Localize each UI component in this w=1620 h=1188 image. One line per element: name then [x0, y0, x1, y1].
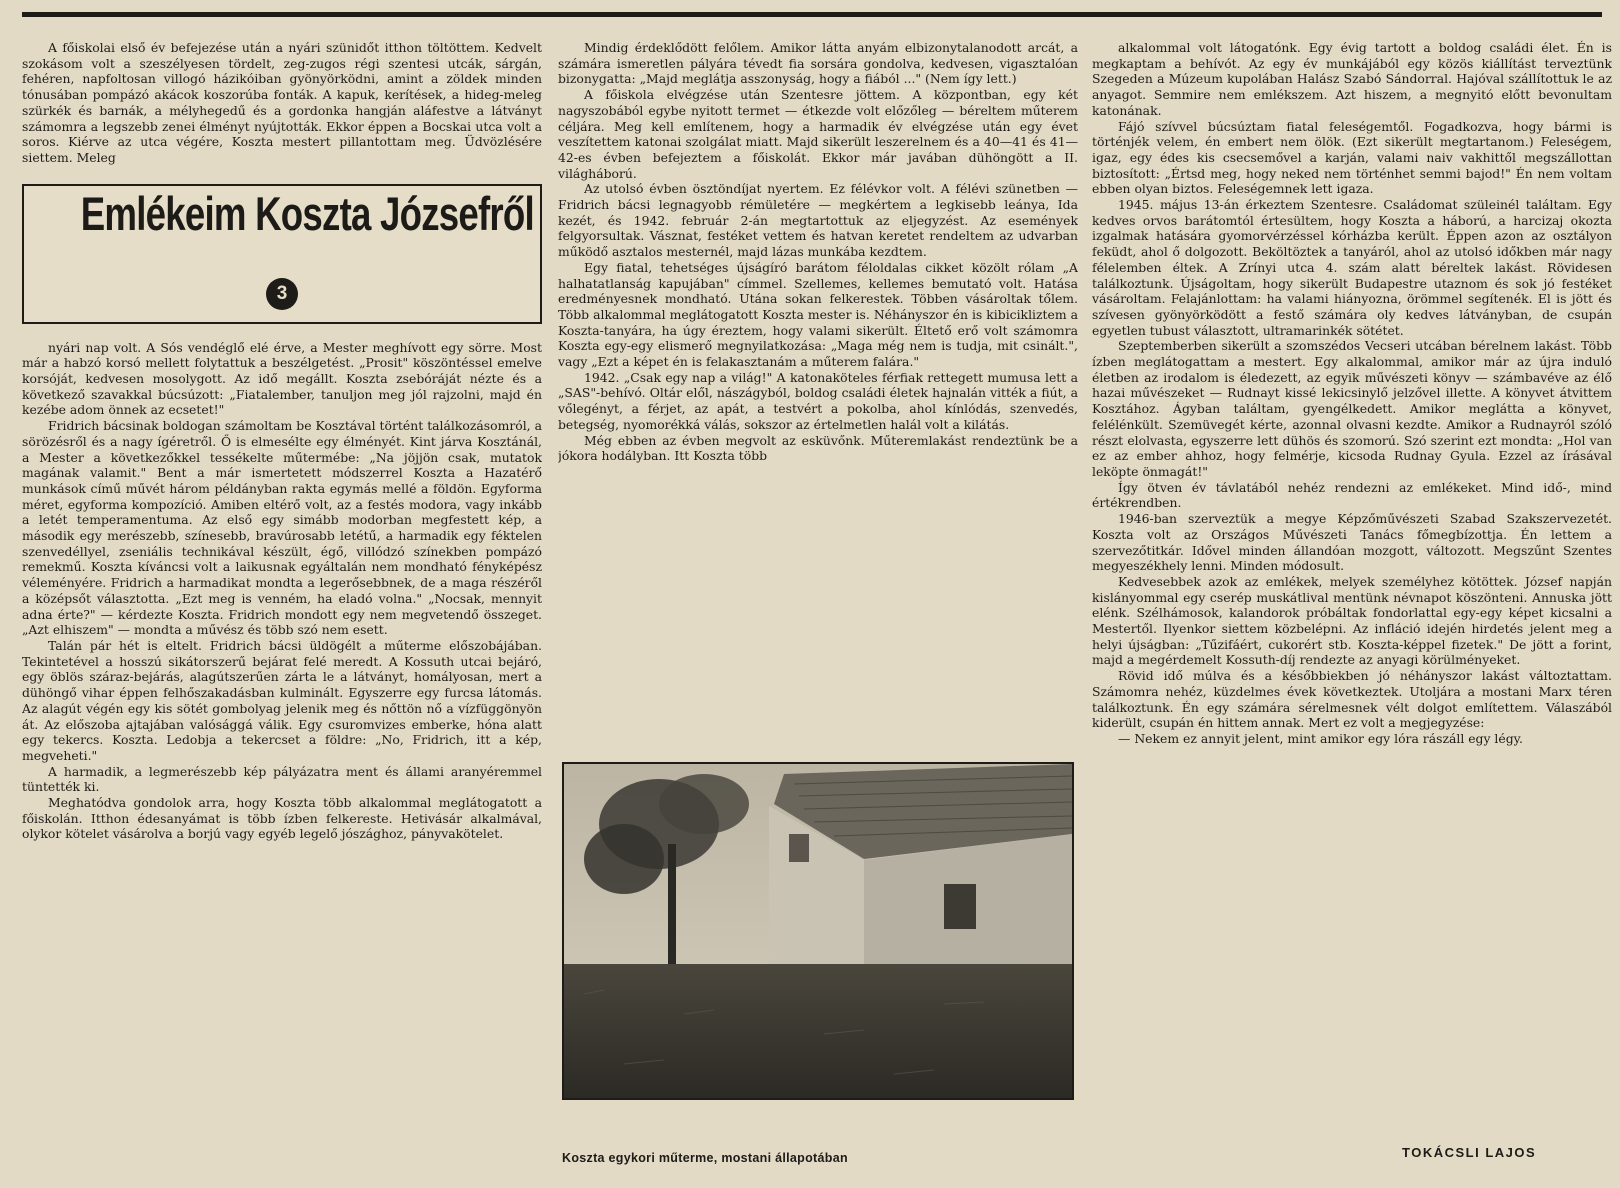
- paragraph: Az utolsó évben ösztöndíjat nyertem. Ez félévkor volt. A félévi szünetben — Fridrich bácsi legnagyobb rémületére — megkértem a legkisebb leánya, Ida kezét, és 1942. február 2-án megtartottuk az eljegyzést. Az események felgyorsultak. Vásznat, festéket vettem és hatvan keretet rendeltem az udvarban működő asztalos mesternél, majd lázas munkába kezdtem.: [558, 181, 1078, 260]
- paragraph: Egy fiatal, tehetséges újságíró barátom féloldalas cikket közölt rólam „A halhatatlanság kapujában" címmel. Szellemes, kellemes bemutató volt. Hatása eredményesnek mondható. Utána sokan felkerestek. Többen vásároltak tőlem. Több alkalommal meglátogatott Koszta mester is. Néhányszor én is kibicikliztem a Koszta-tanyára, ha úgy éreztem, hogy valami sikerült. Éltető erő volt számomra Koszta egy-egy elismerő megnyilatkozása: „Maga még nem is tudja, mit csinált.", vagy „Ezt a képet én is felakasztanám a műterem falára.": [558, 259, 1078, 370]
- paragraph: A főiskola elvégzése után Szentesre jöttem. A központban, egy két nagyszobából egybe nyitott termet — étkezde volt előzőleg — béreltem műterem céljára. Meg kell említenem, hogy a harmadik év elvégzése után egy évet veszítettem katonai szolgálat miatt. Majd sikerült leszerelnem és a 40—41 és 41—42-es évben befejeztem a főiskolát. Ekkor már javában dühöngött a II. világháború.: [558, 87, 1078, 181]
- paragraph: Szeptemberben sikerült a szomszédos Vecseri utcában bérelnem lakást. Több ízben meglátogattam a mestert. Egy alkalommal, amikor már az újra induló életben az irodalom is éledezett, az egyik művészeti könyv — számbavéve az élő hazai művészeket — Rudnayt kissé lekicsinylő jelzővel illette. A könyvet átvittem Kosztához. Ágyban találtam, gyengélkedett. Amikor meglátta a könyvet, felélénkült. Szemüvegét kérte, azonnal olvasni kezdte. Amikor a Rudnayról szóló részt elolvasta, egyszerre lett dühös és szomorú. Szó szerint ezt mondta: „Hol van ez az ember ahhoz, hogy felmérje, kicsoda Rudnay Gyula. Ezzel az írásával leköpte önmagát!": [1092, 338, 1612, 479]
- author-signature: TOKÁCSLI LAJOS: [1402, 1145, 1537, 1160]
- headline-box: [22, 184, 542, 324]
- column-1-intro: [22, 40, 542, 166]
- photo-caption: Koszta egykori műterme, mostani állapotában: [562, 1151, 848, 1165]
- studio-photo: [562, 762, 1074, 1100]
- paragraph: Fridrich bácsinak boldogan számoltam be Kosztával történt találkozásomról, a sörözésről és a nagy ígéretről. Ő is elmesélte egy élményét. Kint járva Kosztánál, a Mester a következőkkel tessékelte műtermébe: „Na jöjjön csak, mutatok magának valamit." Bent a már ismertetett módszerrel Koszta a Hazatérő munkások című művét három példányban rakta egymás mellé a földön. Egyforma méret, egyforma kompozíció. Amiben eltérő volt, az a festés modora, vagy inkább a letét temperamentuma. Az első egy simább modorban megfestett kép, a második egy merészebb, színesebb, bravúrosabb letétű, a harmadik egy féktelen szenvedéllyel, zseniális technikával készült, égő, villódzó színekben pompázó remekmű. Koszta kíváncsi volt a laikusnak egyáltalán nem mondható fényképész véleményére. Fridrich a harmadikat mondta a legerősebbnek, de a maga részéről a középsőt választotta. „Ezt meg is venném, ha eladó volna." „Nocsak, mennyit adna érte?" — kérdezte Koszta. Fridrich mondott egy nem megvetendő összeget. „Azt elhiszem" — mondta a művész és több szó nem esett.: [22, 418, 542, 638]
- top-rule: [22, 12, 1602, 17]
- paragraph: Rövid idő múlva és a későbbiekben jó néhányszor lakást változtattam. Számomra nehéz, küzdelmes évek következtek. Utoljára a mostani Marx téren találkoztunk. Én egy számára sérelmesnek vélt dolgot említettem. Válaszából kiderült, csupán én hittem annak. Mert ez volt a megjegyzése:: [1092, 668, 1612, 731]
- paragraph: Még ebben az évben megvolt az esküvőnk. Műteremlakást rendeztünk be a jókora hodályban. Itt Koszta több: [558, 432, 1078, 464]
- column-1-body: [22, 340, 542, 843]
- paragraph: Fájó szívvel búcsúztam fiatal feleségemtől. Fogadkozva, hogy bármi is történjék velem, én embert nem ölök. (Ezt sikerült megtartanom.) Feleségem, igaz, egy édes kis csecsemővel a karján, valami naiv vakhittől megszállottan biztosított: „Értsd meg, hogy neked nem történhet semmi bajod!" Én nem voltam ebben olyan biztos. Feleségemnek lett igaza.: [1092, 118, 1612, 197]
- column-1: [22, 40, 542, 1175]
- paragraph: Talán pár hét is eltelt. Fridrich bácsi üldögélt a műterme előszobájában. Tekintetével a hosszú sikátorszerű bejárat felé meredt. A Kossuth utcai bejáró, egy öblös száraz-bejárás, alagútszerűen zárta le a látványt, homályosan, mert a dühöngő vihar éppen felhőszakadásban kulminált. Egyszerre egy furcsa látomás. Az alagút végén egy kis sötét gombolyag jelenik meg és nőttön nő a vízfüggönyön át. Az előszoba ajtajában valósággá válik. Egy csuromvizes emberke, hóna alatt egy tekercs. Koszta. Ledobja a tekercset a földre: „No, Fridrich, itt a kép, megveheti.": [22, 637, 542, 763]
- studio-photo-image: [564, 764, 1072, 1098]
- part-number-badge: 3: [266, 278, 298, 310]
- paragraph: alkalommal volt látogatónk. Egy évig tartott a boldog családi élet. Én is megkaptam a behívót. Az egy év munkájából egy közös kiállítást terveztünk Szegeden a Múzeum kupolában Halász Szabó Sándorral. Hajóval szállítottuk le az anyagot. Semmire nem emlékszem. Azt hiszem, a megnyitó előtt bevonultam katonának.: [1092, 40, 1612, 118]
- paragraph: Mindig érdeklődött felőlem. Amikor látta anyám elbizonytalanodott arcát, a számára ismeretlen pályára tévedt fia sorsára gondolva, kedvesen, vigasztalóan bizonygatta: „Majd meglátja asszonyság, hogy a fiából ..." (Nem így lett.): [558, 40, 1078, 87]
- article-title: Emlékeim Koszta Józsefről: [80, 186, 534, 240]
- paragraph: — Nekem ez annyit jelent, mint amikor egy lóra rászáll egy légy.: [1118, 730, 1523, 746]
- paragraph: 1942. „Csak egy nap a világ!" A katonaköteles férfiak rettegett mumusa lett a „SAS"-behívó. Oltár elől, nászágyból, boldog családi életek hajnalán vitték a fiút, a vőlegényt, a férjet, az apát, a testvért a pokolba, ahol kínlódás, szenvedés, betegség, nyomorékká válás, sokszor az értelmetlen halál volt a kilátás.: [558, 369, 1078, 432]
- paragraph: A főiskolai első év befejezése után a nyári szünidőt itthon töltöttem. Kedvelt szokásom volt a szeszélyesen tördelt, zeg-zugos régi szentesi utcák, sárgán, fehéren, napfoltosan villogó házikóiban gyönyörködni, amint a zöldek minden tónusában pompázó akácok koszorúba fonták. A kapuk, kerítések, a hideg-meleg szürkék és barnák, a mélyhegedű és a gordonka hangján aláfestve a látványt számomra a legszebb zenei élményt nyújtották. Ekkor éppen a Bocskai utca volt a soros. Kiérve az utca végére, Koszta mestert pillantottam meg. Üdvözlésére siettem. Meleg: [22, 40, 542, 165]
- paragraph: A harmadik, a legmerészebb kép pályázatra ment és állami aranyéremmel tüntették ki.: [22, 763, 542, 795]
- column-2: [558, 40, 1078, 740]
- paragraph: 1946-ban szerveztük a megye Képzőművészeti Szabad Szakszervezetét. Koszta volt az Országos Művészeti Tanács főmegbízottja. Én lettem a szervezőtitkár. Idővel minden állandóan mozgott, változott. Megszűnt Szentes megyeszékhely lenni. Minden módosult.: [1092, 511, 1612, 574]
- paragraph: Így ötven év távlatából nehéz rendezni az emlékeket. Mind idő-, mind értékrendben.: [1092, 479, 1612, 511]
- paragraph: Meghatódva gondolok arra, hogy Koszta több alkalommal meglátogatott a főiskolán. Itthon édesanyámat is több ízben felkereste. Hetivásár alkalmával, olykor kötelet vásárolva a borjú vagy egyéb legelő jószághoz, pányvakötelet.: [22, 795, 542, 842]
- paragraph: Kedvesebbek azok az emlékek, melyek személyhez kötöttek. József napján kislányommal egy cserép muskátlival mentünk névnapot köszönteni. Annuska jött elénk. Szélhámosok, kalandorok próbáltak fondorlattal egy-egy képet kicsalni a Mestertől. Ilyenkor siettem közbelépni. Az infláció idején hirdetés jelent meg a helyi újságban: „Tűzifáért, cukorért stb. Koszta-képpel fizetek." De jött a forint, majd a megérdemelt Kossuth-díj rendezte az anyagi körülményeket.: [1092, 573, 1612, 668]
- column-3: [1092, 40, 1612, 1175]
- paragraph: 1945. május 13-án érkeztem Szentesre. Családomat szüleinél találtam. Egy kedves orvos barátomtól értesültem, hogy Koszta a háború, a harcizaj okozta izgalmak hatására gyomorvérzéssel kórházba került. Éppen azon az osztályon feküdt, ahol ő dolgozott. Beköltöztek a tanyáról, ahol az utolsó időkben már nagy félelemben éltek. A Zrínyi utca 4. szám alatt béreltek lakást. Rövidesen találkoztunk. Újságoltam, hogy sikerült Budapestre utaznom és sok jó festéket vásároltam. Felajánlottam: ha valami hiányozna, örömmel segítenék. El is jött és szívesen gyönyörködött a festő számára oly kedves látványban, de csupán egyetlen tubust választott, ultramarinkék sötétet.: [1092, 197, 1612, 338]
- paragraph: nyári nap volt. A Sós vendéglő elé érve, a Mester meghívott egy sörre. Most már a habzó korsó mellett folytattuk a beszélgetést. „Prosit" köszöntéssel emelve korsóját, kedvesen mosolygott. Az idő megállt. Koszta zsebóráját nézte és a következő szavakkal búcsúzott: „Fiatalember, tanuljon meg jól rajzolni, majd én kezébe adom önnek az ecsetet!": [22, 339, 542, 418]
